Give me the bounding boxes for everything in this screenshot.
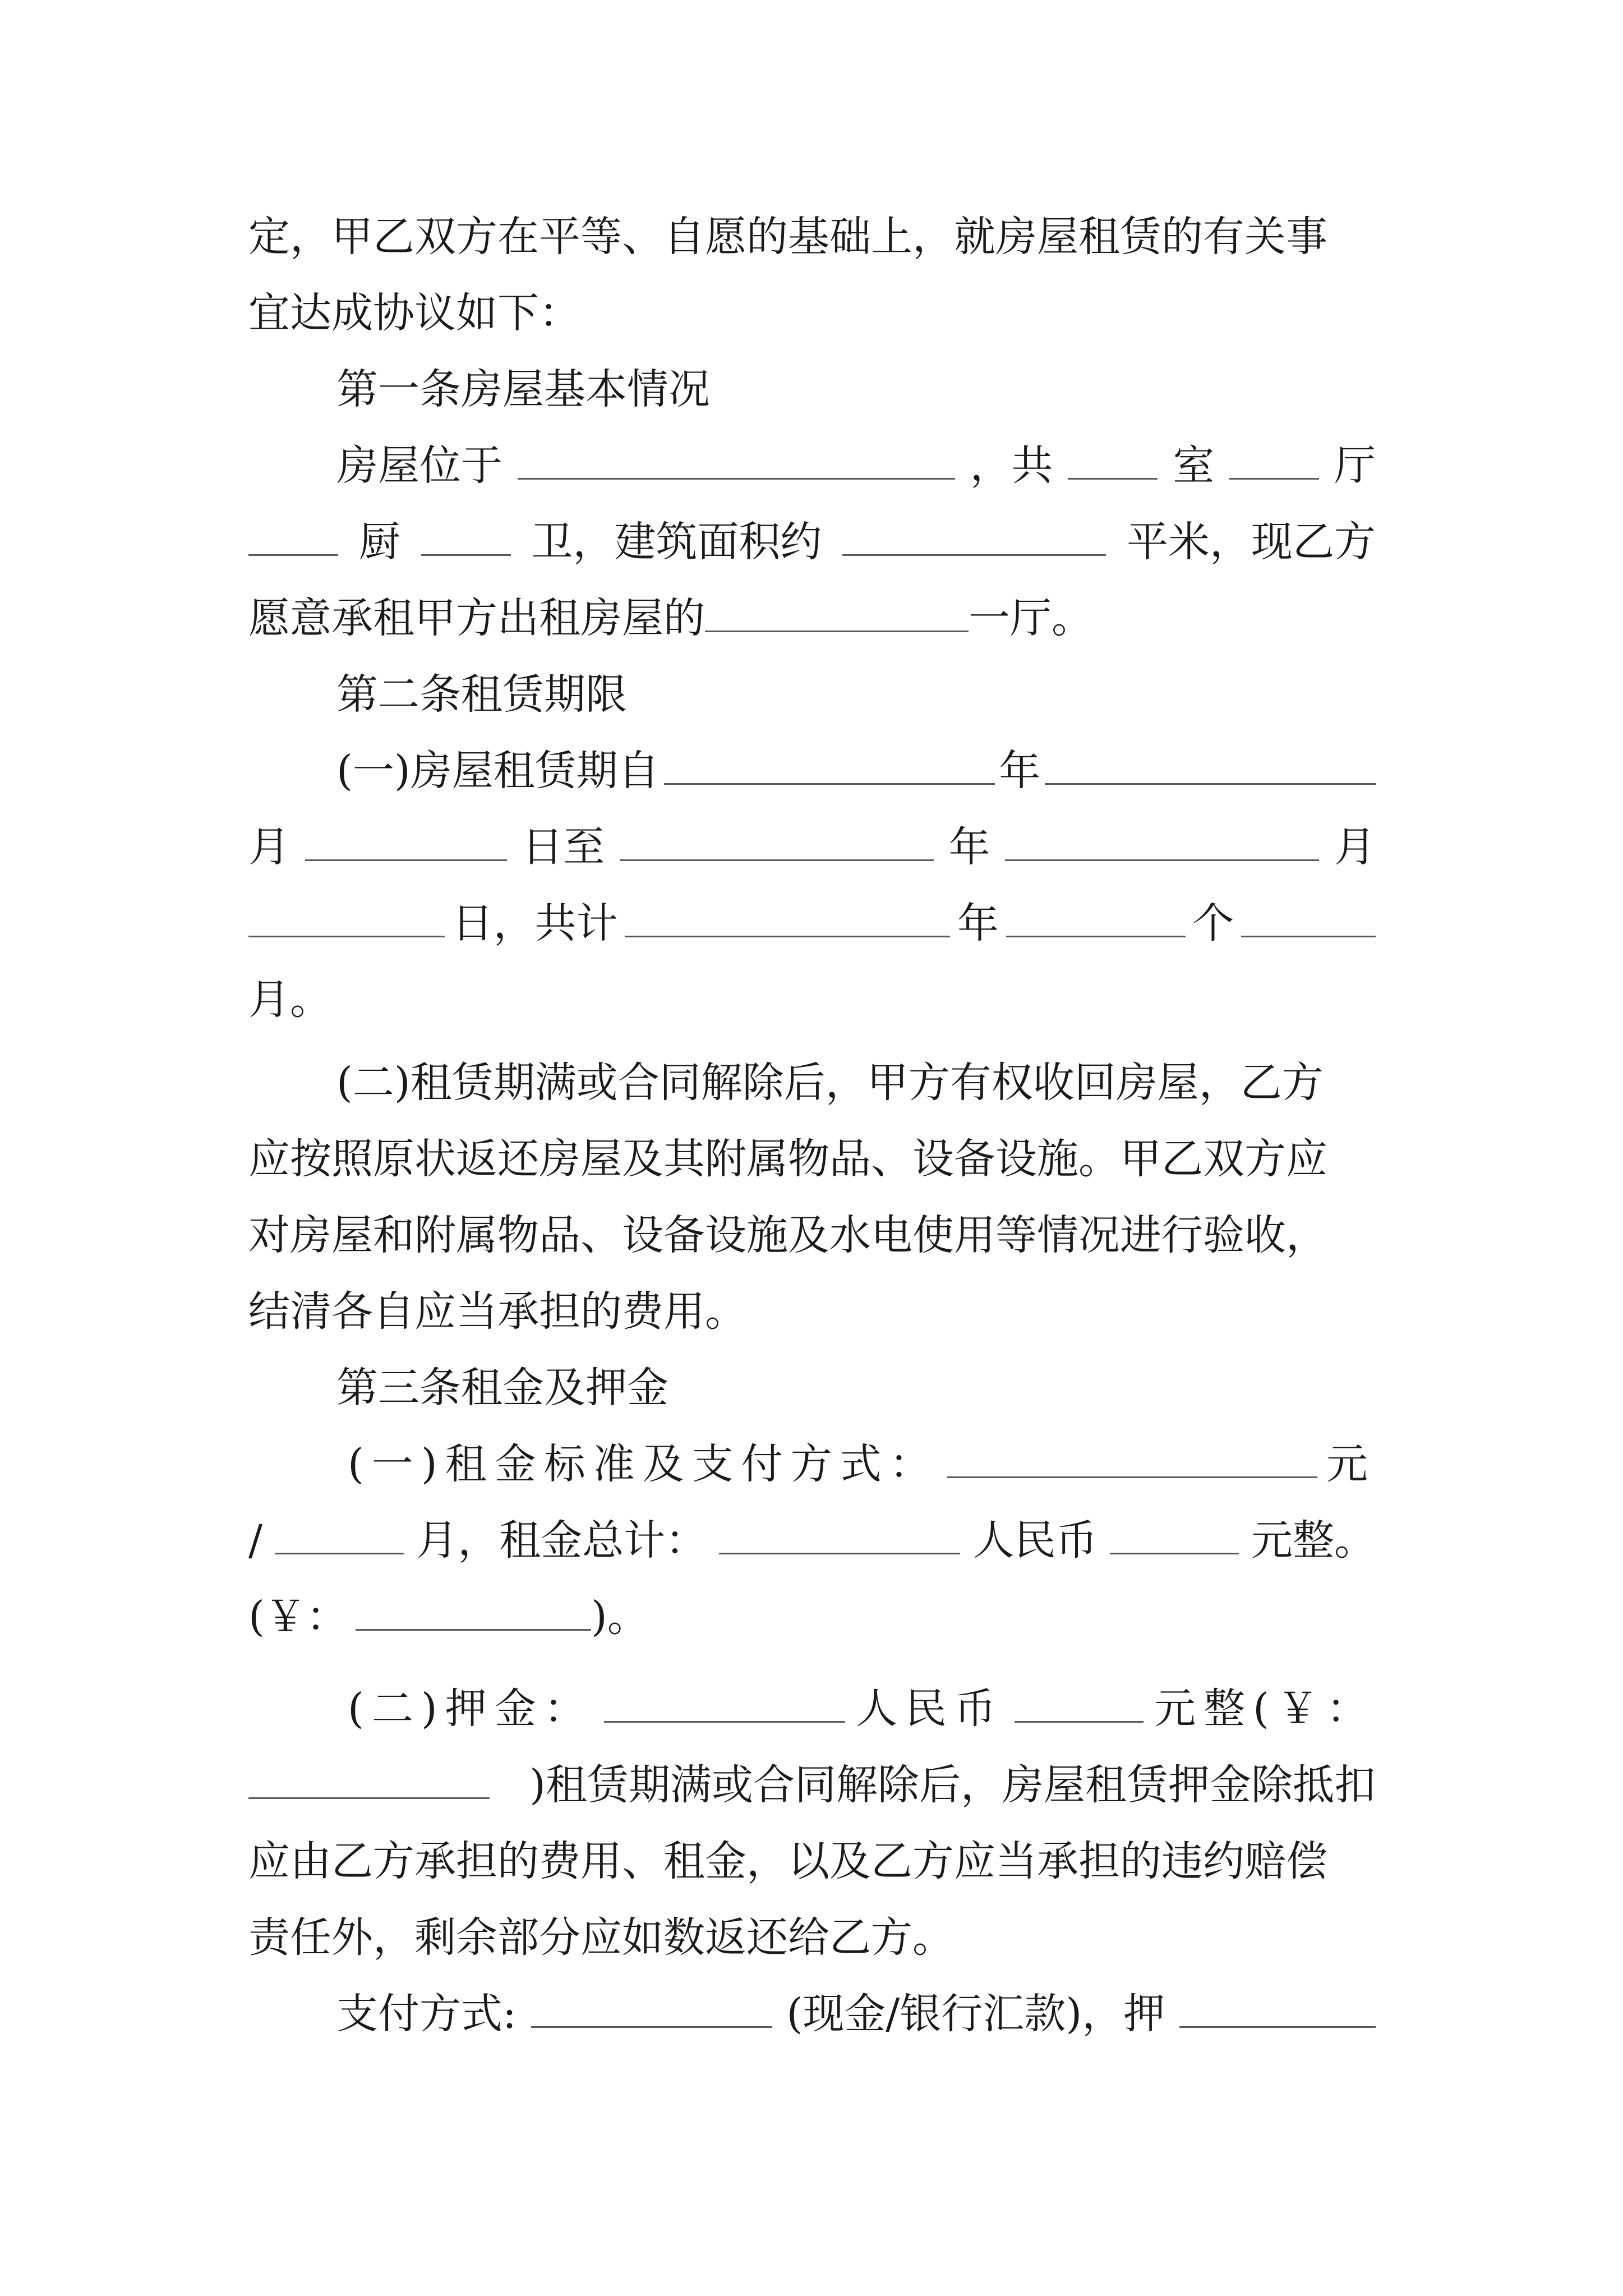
- text: 月: [248, 823, 290, 871]
- house-area-line: [248, 504, 1376, 580]
- text: 个: [1192, 899, 1234, 947]
- deposit-line-4: [248, 1899, 1376, 1976]
- text: (￥：: [248, 1593, 348, 1641]
- start-month-blank[interactable]: [1045, 744, 1376, 785]
- payment-line: [336, 1976, 1376, 2052]
- deposit-line-1: [348, 1671, 1376, 1747]
- house-rent-part-line: [248, 580, 1376, 656]
- term-line-3: [248, 885, 1376, 961]
- text: 月，租金总计：: [416, 1516, 707, 1565]
- end-month-blank[interactable]: [1005, 820, 1319, 861]
- total-years-blank[interactable]: [625, 896, 950, 937]
- article-2-title: [336, 656, 1376, 733]
- text: 年: [957, 899, 999, 947]
- text: 日至: [522, 823, 605, 871]
- text: (二)租赁期满或合同解除后，甲方有权收回房屋，乙方: [336, 1059, 1324, 1107]
- term-line-4: [248, 961, 1376, 1038]
- text: 元整。: [1251, 1516, 1376, 1565]
- text: 元整(￥：: [1154, 1685, 1376, 1733]
- payment-method-blank[interactable]: [531, 1987, 772, 2028]
- return-line-4: [248, 1273, 1376, 1350]
- deposit-rmb-blank[interactable]: [1015, 1682, 1144, 1723]
- article-1-title: [336, 351, 1376, 427]
- text: ，共: [970, 441, 1053, 490]
- rent-standard-blank[interactable]: [947, 1437, 1317, 1478]
- house-location-line: [336, 427, 1376, 504]
- rent-line-3: [248, 1579, 1376, 1655]
- payment-cycle-blank[interactable]: [1179, 1987, 1376, 2028]
- text: 应按照原状返还房屋及其附属物品、设备设施。甲乙双方应: [248, 1135, 1327, 1183]
- article-3-title: [336, 1350, 1376, 1426]
- text: 月: [1334, 823, 1376, 871]
- text: 应由乙方承担的费用、租金，以及乙方应当承担的违约赔偿: [248, 1837, 1327, 1885]
- paragraph-line: [248, 275, 1376, 351]
- text: )。: [591, 1593, 649, 1641]
- start-year-blank[interactable]: [664, 744, 995, 785]
- text: 对房屋和附属物品、设备设施及水电使用等情况进行验收，: [248, 1211, 1327, 1259]
- return-line-2: [248, 1121, 1376, 1197]
- text: 支付方式:: [336, 1990, 517, 2038]
- heading: 第一条房屋基本情况: [336, 365, 710, 413]
- halls-blank[interactable]: [1229, 439, 1319, 480]
- return-line-1: [336, 1045, 1376, 1121]
- return-line-3: [248, 1197, 1376, 1273]
- deposit-amount-blank[interactable]: [248, 1758, 490, 1799]
- text: 一厅。: [969, 594, 1093, 642]
- rented-part-blank[interactable]: [705, 591, 969, 632]
- text: 人民币: [855, 1685, 1004, 1733]
- text: 厅: [1334, 441, 1376, 490]
- text: 愿意承租甲方出租房屋的: [248, 594, 705, 642]
- rent-line-1: [348, 1426, 1376, 1502]
- rent-amount-blank[interactable]: [356, 1590, 591, 1631]
- text: )租赁期满或合同解除后，房屋租赁押金除抵扣: [529, 1761, 1376, 1809]
- deposit-blank[interactable]: [604, 1682, 845, 1723]
- text: 责任外，剩余部分应如数返还给乙方。: [248, 1913, 954, 1962]
- text: 定，甲乙双方在平等、自愿的基础上，就房屋租赁的有关事: [248, 213, 1327, 261]
- rent-line-2: [248, 1502, 1376, 1579]
- text: (一)房屋租赁期自: [336, 747, 660, 795]
- rooms-blank[interactable]: [1068, 439, 1158, 480]
- text: 年: [999, 747, 1041, 795]
- text: 结清各自应当承担的费用。: [248, 1287, 746, 1336]
- end-year-blank[interactable]: [620, 820, 934, 861]
- area-blank[interactable]: [842, 515, 1106, 556]
- text: 厨: [358, 518, 400, 566]
- start-day-blank[interactable]: [305, 820, 507, 861]
- total-months-blank[interactable]: [1241, 896, 1376, 937]
- deposit-line-3: [248, 1823, 1376, 1899]
- term-line-1: [336, 733, 1376, 809]
- text: 月。: [248, 976, 331, 1024]
- text: /: [248, 1516, 262, 1565]
- text: (一)租金标准及支付方式：: [348, 1440, 939, 1488]
- heading: 第三条租金及押金: [336, 1364, 668, 1412]
- text: 年: [948, 823, 990, 871]
- term-line-2: [248, 809, 1376, 885]
- text: (二)押金：: [348, 1685, 593, 1733]
- text: 室: [1173, 441, 1215, 490]
- heading: 第二条租赁期限: [336, 670, 627, 719]
- bathrooms-blank[interactable]: [421, 515, 511, 556]
- location-blank[interactable]: [518, 439, 955, 480]
- text: 元: [1326, 1440, 1376, 1488]
- rent-period-blank[interactable]: [275, 1513, 404, 1554]
- rent-rmb-blank[interactable]: [1110, 1513, 1239, 1554]
- total-count-blank[interactable]: [1006, 896, 1186, 937]
- text: 平米，现乙方: [1126, 518, 1376, 566]
- end-day-blank[interactable]: [248, 896, 445, 937]
- paragraph-line: [248, 199, 1376, 275]
- text: 日，共计: [451, 899, 618, 947]
- deposit-line-2: [248, 1747, 1376, 1823]
- text: 房屋位于: [336, 441, 502, 490]
- rent-total-blank[interactable]: [719, 1513, 960, 1554]
- text: (现金/银行汇款)，押: [786, 1990, 1165, 2038]
- text: 人民币: [972, 1516, 1098, 1565]
- text: 卫，建筑面积约: [531, 518, 822, 566]
- text: 宜达成协议如下：: [248, 289, 580, 337]
- kitchens-blank[interactable]: [248, 515, 338, 556]
